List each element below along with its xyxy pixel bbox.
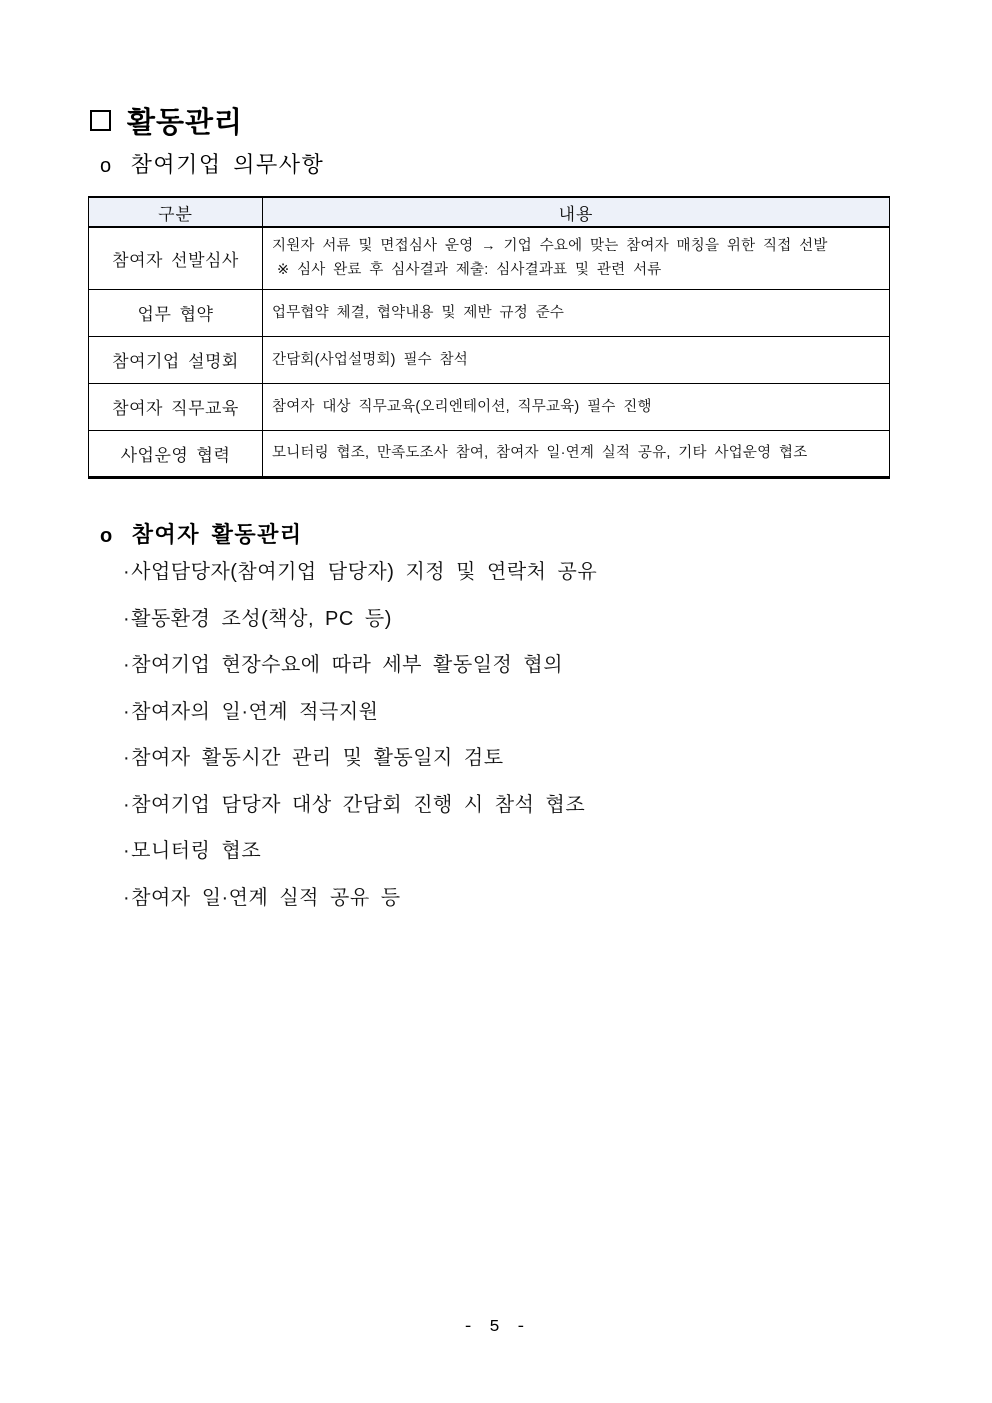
row-content: 간담회(사업설명회) 필수 참석 bbox=[263, 336, 890, 383]
bullet-dot: · bbox=[123, 654, 131, 676]
bullet-dot: · bbox=[123, 700, 131, 723]
row-category: 사업운영 협력 bbox=[89, 430, 263, 477]
list-item bbox=[123, 746, 597, 770]
section2-marker: o bbox=[100, 525, 114, 547]
section2-title bbox=[100, 518, 303, 549]
row-category: 업무 협약 bbox=[89, 289, 263, 336]
table-row bbox=[89, 430, 890, 477]
list-item bbox=[123, 607, 597, 631]
row-category: 참여자 선발심사 bbox=[89, 227, 263, 289]
bullet-dot: · bbox=[123, 840, 131, 862]
table-row bbox=[89, 289, 890, 336]
section1-title-text: 참여기업 의무사항 bbox=[130, 152, 325, 177]
bullet-dot: · bbox=[123, 561, 131, 583]
doc-title: 활동관리 bbox=[127, 107, 244, 139]
row-content: 업무협약 체결, 협약내용 및 제반 규정 준수 bbox=[263, 289, 890, 336]
table-header-row bbox=[89, 197, 890, 227]
checkbox-square-icon bbox=[90, 110, 111, 131]
col-header-content: 내용 bbox=[263, 197, 890, 227]
list-item-text: 참여자의 일·연계 적극지원 bbox=[131, 700, 379, 723]
row-content-line2: ※ 심사 완료 후 심사결과 제출: 심사결과표 및 관련 서류 bbox=[277, 262, 662, 279]
table-row bbox=[89, 336, 890, 383]
bullet-dot: · bbox=[123, 886, 131, 909]
list-item-text: 참여기업 담당자 대상 간담회 진행 시 참석 협조 bbox=[131, 793, 586, 816]
list-item-text: 활동환경 조성(책상, PC 등) bbox=[131, 607, 392, 630]
table-row bbox=[89, 227, 890, 289]
section1-marker: o bbox=[100, 155, 113, 177]
bullet-dot: · bbox=[123, 607, 131, 630]
row-content-line1: 지원자 서류 및 면접심사 운영 → 기업 수요에 맞는 참여자 매칭을 위한 직접 선발 bbox=[272, 238, 828, 255]
list-item bbox=[123, 886, 597, 910]
list-item-text: 모니터링 협조 bbox=[131, 840, 262, 862]
doc-title-row bbox=[90, 100, 243, 141]
section2-title-text: 참여자 활동관리 bbox=[131, 522, 303, 547]
bullet-dot: · bbox=[123, 747, 131, 769]
row-content: 모니터링 협조, 만족도조사 참여, 참여자 일·연계 실적 공유, 기타 사업운영 협조 bbox=[263, 430, 890, 477]
list-item bbox=[123, 793, 597, 817]
row-category: 참여자 직무교육 bbox=[89, 383, 263, 430]
activity-list bbox=[123, 560, 597, 932]
list-item bbox=[123, 653, 597, 677]
row-content: 참여자 대상 직무교육(오리엔테이션, 직무교육) 필수 진행 bbox=[263, 383, 890, 430]
obligations-table bbox=[88, 196, 890, 479]
bullet-dot: · bbox=[123, 793, 131, 816]
list-item-text: 사업담당자(참여기업 담당자) 지정 및 연락처 공유 bbox=[131, 561, 598, 583]
list-item bbox=[123, 700, 597, 724]
list-item-text: 참여기업 현장수요에 따라 세부 활동일정 협의 bbox=[131, 654, 564, 676]
table-row bbox=[89, 383, 890, 430]
list-item-text: 참여자 일·연계 실적 공유 등 bbox=[131, 886, 401, 909]
list-item bbox=[123, 560, 597, 584]
list-item-text: 참여자 활동시간 관리 및 활동일지 검토 bbox=[131, 747, 504, 769]
page-number: - 5 - bbox=[462, 1318, 529, 1337]
row-content bbox=[263, 227, 890, 289]
row-category: 참여기업 설명회 bbox=[89, 336, 263, 383]
col-header-category: 구분 bbox=[89, 197, 263, 227]
list-item bbox=[123, 839, 597, 863]
section1-title bbox=[100, 148, 324, 179]
